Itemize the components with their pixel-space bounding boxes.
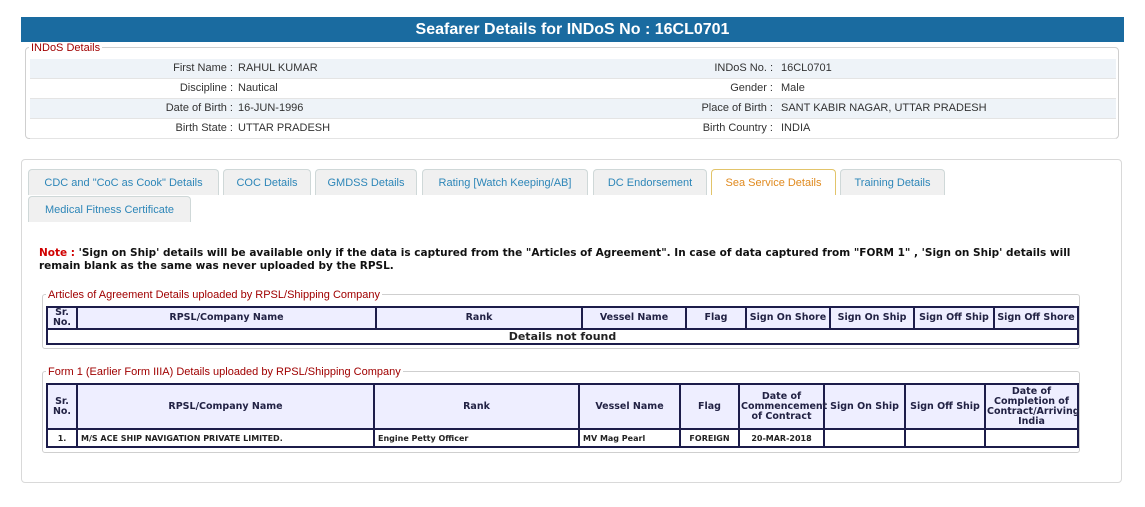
articles-header-row [47, 307, 1078, 329]
tab-dc-endorsement[interactable]: DC Endorsement [593, 169, 707, 195]
col-sign-on-shore: Sign On Shore [746, 307, 830, 329]
col-vessel-name: Vessel Name [579, 384, 680, 429]
discipline-value: Nautical [238, 82, 278, 94]
articles-legend: Articles of Agreement Details uploaded by RPSL/Shipping Company [48, 289, 381, 301]
page-title: Seafarer Details for INDoS No : 16CL0701 [21, 17, 1124, 42]
col-sign-off-shore: Sign Off Shore [994, 307, 1078, 329]
cell-flag: FOREIGN [680, 429, 739, 447]
cell-sign-off-ship [905, 429, 985, 447]
articles-of-agreement-group [42, 289, 1080, 349]
form1-legend: Form 1 (Earlier Form IIIA) Details uploaded by RPSL/Shipping Company [48, 366, 401, 378]
tab-training-details[interactable]: Training Details [840, 169, 945, 195]
col-sign-off-ship: Sign Off Ship [905, 384, 985, 429]
table-row [47, 329, 1078, 344]
info-row-dob [30, 99, 1116, 119]
tab-gmdss-details[interactable]: GMDSS Details [315, 169, 417, 195]
col-company-name: RPSL/Company Name [77, 384, 374, 429]
note-label: Note : [39, 247, 75, 259]
birth-state-value: UTTAR PRADESH [238, 122, 331, 134]
tab-rating-watch-keeping[interactable]: Rating [Watch Keeping/AB] [422, 169, 588, 195]
form1-table [46, 383, 1079, 448]
col-rank: Rank [374, 384, 579, 429]
indos-details-panel [25, 42, 1119, 139]
tab-coc-details[interactable]: COC Details [223, 169, 311, 195]
form1-header-row [47, 384, 1078, 429]
indos-no-label: INDoS No. : [714, 62, 773, 74]
col-date-of-completion: Date of Completion of Contract/Arriving India [985, 384, 1078, 429]
gender-value: Male [781, 82, 805, 94]
sign-on-ship-note [39, 247, 1099, 273]
cell-sign-on-ship [824, 429, 905, 447]
cell-company-name: M/S ACE SHIP NAVIGATION PRIVATE LIMITED. [77, 429, 374, 447]
first-name-label: First Name : [173, 62, 233, 74]
dob-label: Date of Birth : [165, 102, 233, 114]
cell-vessel-name: MV Mag Pearl [579, 429, 680, 447]
note-text: 'Sign on Ship' details will be available only if the data is captured from the "Articles of Agreement". In case of data captured from "FORM 1" , 'Sign on Ship' details will remain blank as the same was never uploaded by the RPSL. [39, 247, 1071, 272]
cell-sr-no: 1. [47, 429, 77, 447]
info-row-birth-state [30, 119, 1116, 139]
info-row-discipline [30, 79, 1116, 99]
tab-cdc-coc-cook[interactable]: CDC and "CoC as Cook" Details [28, 169, 219, 195]
form1-group [42, 366, 1080, 453]
place-of-birth-value: SANT KABIR NAGAR, UTTAR PRADESH [781, 102, 987, 114]
place-of-birth-label: Place of Birth : [701, 102, 773, 114]
first-name-value: RAHUL KUMAR [238, 62, 318, 74]
col-flag: Flag [686, 307, 746, 329]
articles-table [46, 306, 1079, 345]
col-date-of-commencement: Date of Commencement of Contract [739, 384, 824, 429]
details-not-found: Details not found [47, 329, 1078, 344]
col-sign-on-ship: Sign On Ship [824, 384, 905, 429]
cell-rank: Engine Petty Officer [374, 429, 579, 447]
indos-details-legend: INDoS Details [31, 42, 101, 54]
col-rank: Rank [376, 307, 582, 329]
birth-country-label: Birth Country : [702, 122, 773, 134]
col-sr-no: Sr. No. [47, 307, 77, 329]
gender-label: Gender : [730, 82, 773, 94]
col-flag: Flag [680, 384, 739, 429]
cell-date-of-commencement: 20-MAR-2018 [739, 429, 824, 447]
tab-medical-fitness-certificate[interactable]: Medical Fitness Certificate [28, 196, 191, 222]
info-row-first-name [30, 59, 1116, 79]
table-row [47, 429, 1078, 447]
col-sign-on-ship: Sign On Ship [830, 307, 914, 329]
col-sr-no: Sr. No. [47, 384, 77, 429]
col-sign-off-ship: Sign Off Ship [914, 307, 994, 329]
discipline-label: Discipline : [179, 82, 233, 94]
cell-date-of-completion [985, 429, 1078, 447]
col-vessel-name: Vessel Name [582, 307, 686, 329]
birth-state-label: Birth State : [175, 122, 233, 134]
indos-no-value: 16CL0701 [781, 62, 832, 74]
details-tabs-panel [21, 159, 1122, 483]
col-company-name: RPSL/Company Name [77, 307, 376, 329]
dob-value: 16-JUN-1996 [238, 102, 304, 114]
tab-sea-service-details[interactable]: Sea Service Details [711, 169, 836, 195]
birth-country-value: INDIA [781, 122, 811, 134]
